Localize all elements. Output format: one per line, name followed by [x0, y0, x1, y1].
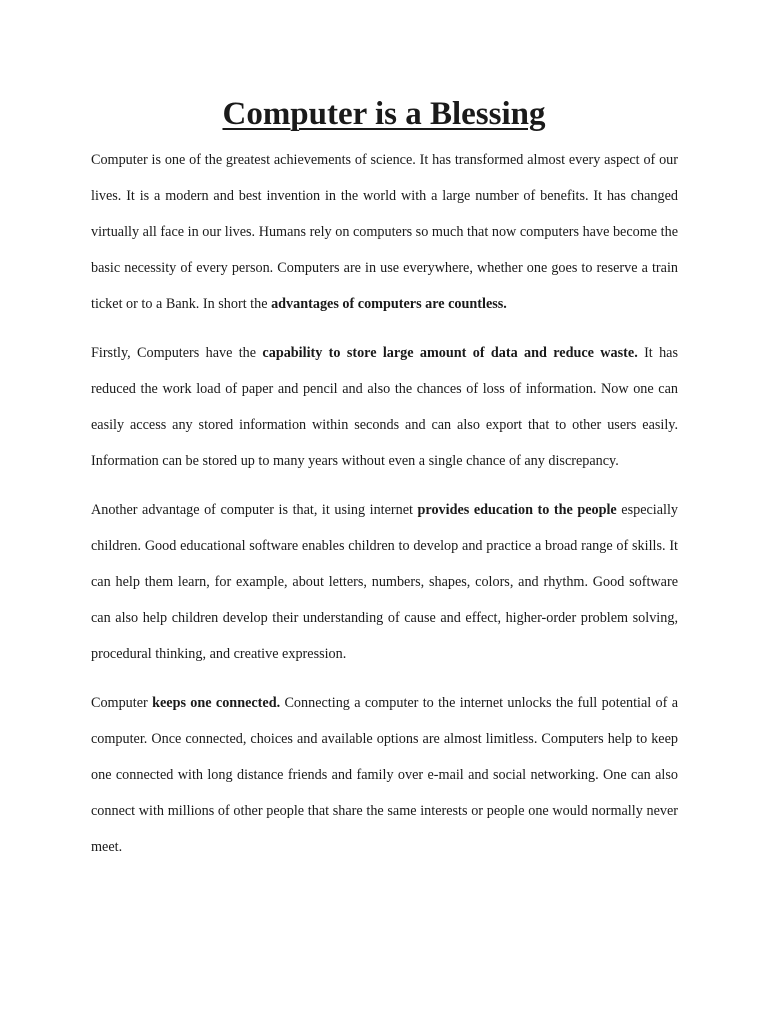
document-title: Computer is a Blessing [222, 96, 546, 132]
paragraph-emphasis: capability to store large amount of data and reduce waste. [262, 345, 638, 361]
paragraph-text: Another advantage of computer is that, it using internet [91, 502, 418, 518]
paragraph-text: Firstly, Computers have the [91, 345, 263, 361]
paragraph-text: especially children. Good educational software enables children to develop and practice a broad range of skills. It can help them learn, for example, about letters, numbers, shapes, colors, and rhythm. Good software can also help children develop their understanding of cause and effect, higher-order problem solving, procedural thinking, and creative expression. [91, 502, 678, 662]
paragraph-text: Connecting a computer to the internet unlocks the full potential of a computer. Once connected, choices and available options are almost limitless. Computers help to keep one connected with long distance friends and family over e-mail and social networking. One can also connect with millions of other people that share the same interests or people one would normally never meet. [91, 695, 678, 855]
paragraph-connected [91, 685, 678, 865]
paragraph-emphasis: provides education to the people [417, 502, 617, 518]
paragraph-emphasis: keeps one connected. [152, 695, 281, 711]
paragraph-text: Computer [91, 695, 153, 711]
paragraph-text: Computer is one of the greatest achievements of science. It has transformed almost every aspect of our lives. It is a modern and best invention in the world with a large number of benefits. It has changed virtually all face in our lives. Humans rely on computers so much that now computers have become the basic necessity of every person. Computers are in use everywhere, whether one goes to reserve a train ticket or to a Bank. In short the [91, 152, 678, 312]
document-body [91, 142, 678, 878]
paragraph-emphasis: advantages of computers are countless. [271, 296, 507, 312]
paragraph-storage [91, 335, 678, 479]
paragraph-text: It has reduced the work load of paper and pencil and also the chances of loss of information. Now one can easily access any stored information within seconds and can also export that to other users easily. Information can be stored up to many years without even a single chance of any discrepancy. [91, 345, 679, 469]
paragraph-intro [91, 142, 678, 322]
paragraph-education [91, 492, 678, 672]
